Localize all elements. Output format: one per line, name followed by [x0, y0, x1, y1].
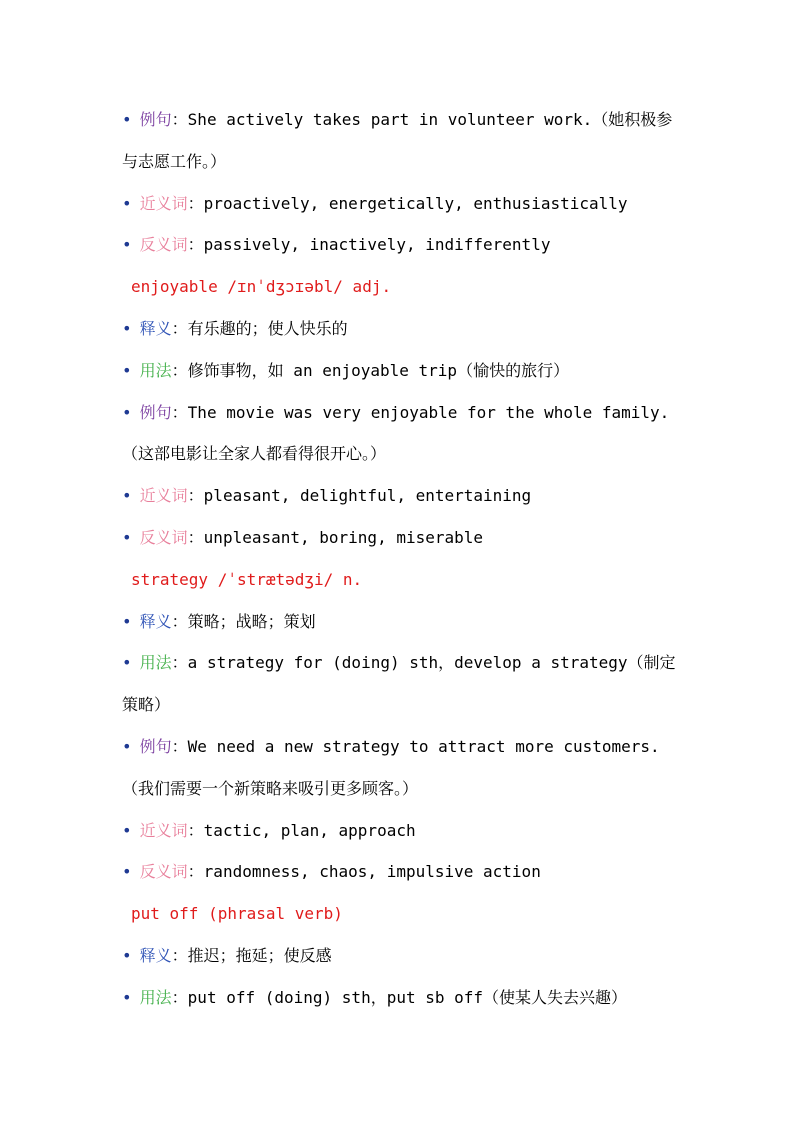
entry-line	[122, 861, 682, 883]
continuation-text: 策略）	[122, 695, 171, 715]
label-colon: ：	[171, 319, 188, 338]
entry-line	[122, 527, 682, 549]
bullet-icon: •	[122, 235, 132, 255]
entry-label: 近义词	[139, 193, 188, 213]
entry-text: proactively, energetically, enthusiastically	[203, 193, 628, 213]
entry-label: 释义	[139, 946, 172, 965]
bullet-icon: •	[122, 987, 132, 1007]
bullet-icon: •	[122, 737, 132, 756]
entry-text: 策略；战略；策划	[187, 611, 316, 631]
entry-text: passively, inactively, indifferently	[203, 235, 551, 255]
entry-label: 用法	[139, 360, 172, 380]
bullet-icon: •	[122, 110, 132, 129]
label-colon: ：	[187, 193, 204, 213]
continuation-text: （这部电影让全家人都看得很开心。）	[122, 444, 387, 464]
label-colon: ：	[171, 946, 188, 965]
entry-line	[122, 318, 682, 340]
bullet-icon: •	[122, 653, 132, 673]
entry-label: 反义词	[139, 235, 188, 255]
entry-text: She actively takes part in volunteer work.（她积极参	[187, 110, 673, 129]
entry-line	[122, 485, 682, 507]
bullet-icon: •	[122, 319, 132, 338]
bullet-icon: •	[122, 862, 132, 882]
entry-line	[122, 820, 682, 842]
entry-text: 推迟；拖延；使反感	[187, 946, 332, 965]
entry-line	[122, 987, 682, 1009]
entry-line	[122, 736, 682, 758]
label-colon: ：	[187, 862, 204, 882]
bullet-icon: •	[122, 528, 132, 547]
bullet-icon: •	[122, 486, 132, 506]
entry-label: 近义词	[139, 820, 188, 840]
entry-line	[122, 402, 682, 424]
entry-line	[122, 234, 682, 256]
entry-line	[122, 109, 682, 131]
continuation-text: 与志愿工作。）	[122, 151, 227, 171]
label-colon: ：	[187, 528, 204, 547]
entry-text: pleasant, delightful, entertaining	[203, 486, 532, 506]
continuation-line	[122, 151, 682, 173]
bullet-icon: •	[122, 611, 132, 631]
headword	[131, 903, 691, 925]
continuation-line	[122, 443, 682, 465]
entry-line	[122, 193, 682, 215]
entry-line	[122, 652, 682, 674]
bullet-icon: •	[122, 193, 132, 213]
headword	[131, 569, 691, 591]
label-colon: ：	[171, 110, 188, 129]
label-colon: ：	[187, 235, 204, 255]
bullet-icon: •	[122, 820, 132, 840]
entry-text: randomness, chaos, impulsive action	[203, 862, 541, 882]
continuation-line	[122, 694, 682, 716]
headword-text: enjoyable /ɪnˈdʒɔɪəbl/ adj.	[131, 277, 392, 297]
headword-text: strategy /ˈstrætədʒi/ n.	[131, 569, 363, 589]
entry-label: 例句	[139, 402, 172, 422]
label-colon: ：	[171, 987, 188, 1007]
bullet-icon: •	[122, 360, 132, 380]
entry-text: We need a new strategy to attract more customers.	[187, 737, 660, 756]
entry-label: 例句	[139, 110, 172, 129]
entry-text: tactic, plan, approach	[203, 820, 416, 840]
label-colon: ：	[171, 737, 188, 756]
label-colon: ：	[187, 820, 204, 840]
headword-text: put off (phrasal verb)	[131, 904, 343, 924]
entry-label: 用法	[139, 653, 172, 673]
entry-line	[122, 611, 682, 633]
entry-text: 有乐趣的；使人快乐的	[187, 319, 348, 338]
entry-label: 用法	[139, 987, 172, 1007]
label-colon: ：	[171, 360, 188, 380]
entry-text: unpleasant, boring, miserable	[203, 528, 484, 547]
entry-text: 修饰事物，如 an enjoyable trip（愉快的旅行）	[187, 360, 570, 380]
entry-line	[122, 945, 682, 967]
entry-label: 反义词	[139, 528, 188, 547]
entry-label: 释义	[139, 611, 172, 631]
continuation-line	[122, 778, 682, 800]
label-colon: ：	[187, 486, 204, 506]
entry-text: The movie was very enjoyable for the whole family.	[187, 402, 670, 422]
label-colon: ：	[171, 402, 188, 422]
entry-label: 例句	[139, 737, 172, 756]
bullet-icon: •	[122, 402, 132, 422]
entry-text: put off (doing) sth，put sb off（使某人失去兴趣）	[187, 987, 628, 1007]
label-colon: ：	[171, 653, 188, 673]
headword	[131, 276, 691, 298]
entry-text: a strategy for (doing) sth，develop a strategy（制定	[187, 653, 676, 673]
entry-line	[122, 360, 682, 382]
bullet-icon: •	[122, 946, 132, 965]
label-colon: ：	[171, 611, 188, 631]
entry-label: 近义词	[139, 486, 188, 506]
entry-label: 反义词	[139, 862, 188, 882]
continuation-text: （我们需要一个新策略来吸引更多顾客。）	[122, 778, 419, 798]
entry-label: 释义	[139, 319, 172, 338]
